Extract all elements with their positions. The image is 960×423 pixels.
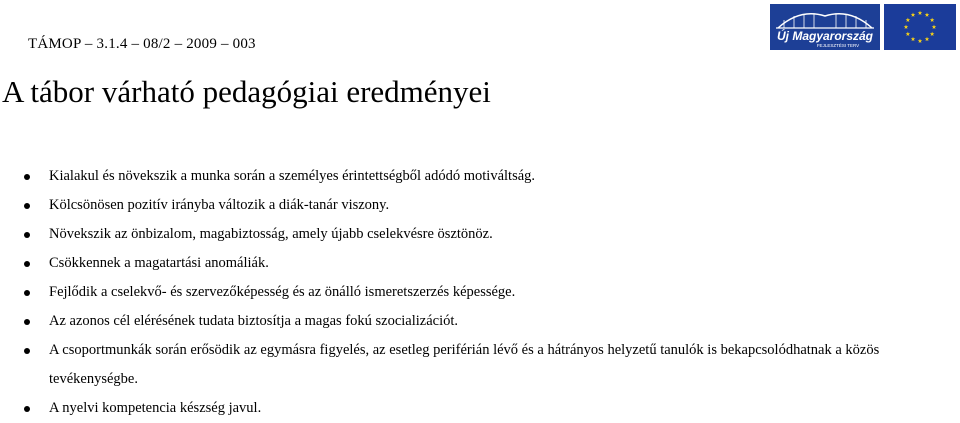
project-code: TÁMOP – 3.1.4 – 08/2 – 2009 – 003 [28, 36, 256, 52]
bullet-item: Fejlődik a cselekvő- és szervezőképesség és az önálló ismeretszerzés képessége. [0, 278, 960, 307]
hu-logo-text: Új Magyarország [776, 29, 874, 43]
hu-logo-subtext: FEJLESZTÉSI TERV [816, 43, 860, 48]
bullet-item: A nyelvi kompetencia készség javul. [0, 394, 960, 423]
bullet-list [0, 162, 960, 423]
eu-flag-logo [884, 4, 956, 50]
logo-group [770, 4, 956, 50]
bullet-item: Kialakul és növekszik a munka során a személyes érintettségből adódó motiváltság. [0, 162, 960, 191]
uj-magyarorszag-logo [770, 4, 880, 50]
bullet-item: A csoportmunkák során erősödik az egymásra figyelés, az esetleg periférián lévő és a hátrányos helyzetű tanulók is bekapcsolódhatnak a közös tevékenységbe. [0, 336, 960, 394]
bullet-item: Növekszik az önbizalom, magabiztosság, amely újabb cselekvésre ösztönöz. [0, 220, 960, 249]
bullet-item: Az azonos cél elérésének tudata biztosítja a magas fokú szocializációt. [0, 307, 960, 336]
bullet-item: Kölcsönösen pozitív irányba változik a diák-tanár viszony. [0, 191, 960, 220]
bullet-item: Csökkennek a magatartási anomáliák. [0, 249, 960, 278]
page-title: A tábor várható pedagógiai eredményei [2, 74, 491, 109]
